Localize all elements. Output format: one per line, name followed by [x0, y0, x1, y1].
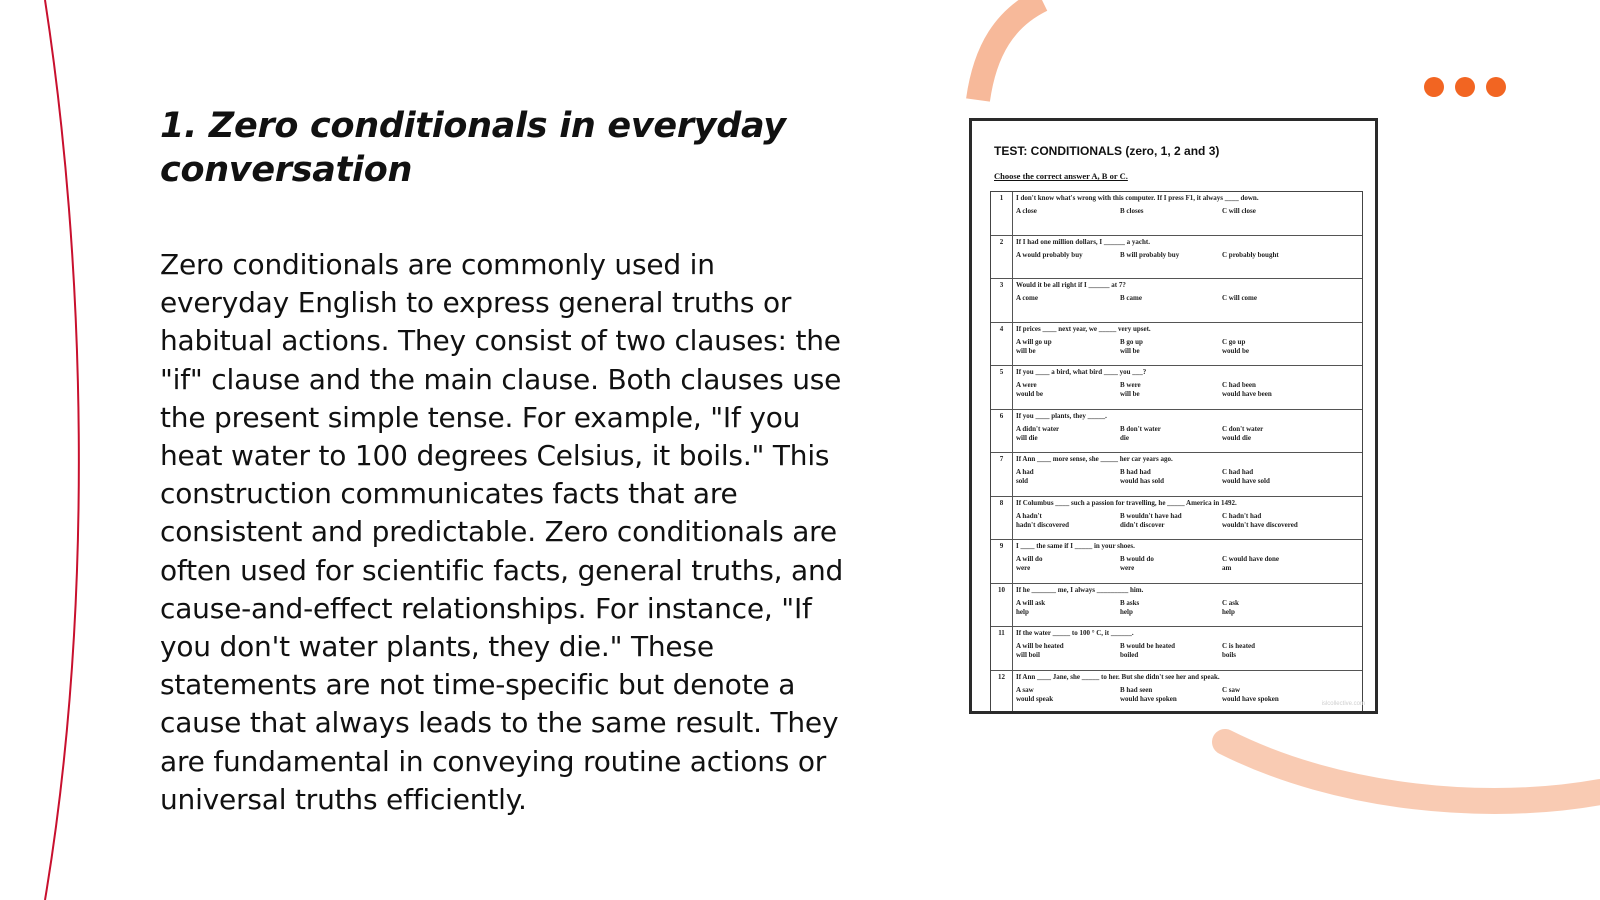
option-c: C would have done am — [1222, 555, 1279, 572]
option-a: A had sold — [1016, 468, 1034, 485]
option-a: A hadn't hadn't discovered — [1016, 511, 1069, 529]
option-b: B would do were — [1120, 555, 1154, 572]
worksheet-image — [969, 118, 1378, 714]
question-number: 6 — [991, 410, 1013, 453]
worksheet-title: TEST: CONDITIONALS (zero, 1, 2 and 3) — [994, 144, 1220, 158]
option-b: B will probably buy — [1120, 250, 1180, 259]
question-row — [991, 627, 1362, 671]
option-c: C had had would have sold — [1222, 468, 1270, 485]
option-b: B asks help — [1120, 598, 1140, 616]
question-number: 12 — [991, 671, 1013, 715]
option-b: B closes — [1120, 207, 1144, 215]
question-row — [991, 279, 1362, 323]
question-stem: If he _______ me, I always _________ him. — [1016, 585, 1144, 594]
option-a: A will go up will be — [1016, 337, 1052, 355]
option-c: C ask help — [1222, 598, 1239, 616]
top-orange-arc — [978, 0, 1042, 100]
question-number: 11 — [991, 627, 1013, 670]
question-stem: If you ____ a bird, what bird ____ you ___? — [1016, 368, 1147, 376]
question-stem: If the water _____ to 100 ° C, it ______. — [1016, 629, 1134, 637]
worksheet-watermark: islcollective.com — [1321, 701, 1365, 707]
option-b: B wouldn't have had didn't discover — [1120, 511, 1182, 529]
question-row — [991, 366, 1362, 410]
question-stem: If I had one million dollars, I ______ a yacht. — [1016, 237, 1150, 246]
option-a: A will ask help — [1016, 598, 1046, 616]
question-stem: If Columbus ____ such a passion for travelling, he _____ America in 1492. — [1016, 498, 1237, 507]
option-c: C had been would have been — [1222, 381, 1272, 398]
question-number: 1 — [991, 192, 1013, 235]
question-number: 2 — [991, 236, 1013, 279]
slide-title: 1. Zero conditionals in everyday conversation — [160, 106, 786, 190]
option-c: C saw would have spoken — [1222, 685, 1279, 703]
question-number: 8 — [991, 497, 1013, 540]
option-c: C will come — [1222, 294, 1257, 302]
question-row — [991, 497, 1362, 541]
option-a: A will be heated will boil — [1016, 642, 1064, 659]
option-a: A didn't water will die — [1016, 424, 1060, 442]
question-number: 5 — [991, 366, 1013, 409]
question-number: 3 — [991, 279, 1013, 322]
question-number: 7 — [991, 453, 1013, 496]
question-row — [991, 540, 1362, 584]
question-row — [991, 584, 1362, 628]
option-a: A saw would speak — [1016, 685, 1054, 703]
question-stem: If prices ____ next year, we _____ very upset. — [1016, 324, 1151, 333]
question-row — [991, 410, 1362, 454]
bottom-orange-arc — [1225, 742, 1600, 801]
option-c: C probably bought — [1222, 250, 1279, 259]
option-b: B would be heated boiled — [1120, 642, 1176, 659]
dot-2 — [1455, 77, 1475, 97]
question-row — [991, 671, 1362, 715]
worksheet-question-table — [990, 191, 1363, 714]
question-stem: Would it be all right if I ______ at 7? — [1016, 281, 1126, 289]
option-a: A were would be — [1016, 381, 1044, 398]
option-a: A come — [1016, 294, 1038, 302]
option-b: B were will be — [1120, 381, 1141, 398]
question-number: 10 — [991, 584, 1013, 627]
question-stem: If you ____ plants, they _____. — [1016, 411, 1107, 420]
question-row — [991, 192, 1362, 236]
option-a: A would probably buy — [1016, 250, 1083, 259]
left-red-curve — [45, 0, 79, 900]
option-c: C hadn't had wouldn't have discovered — [1222, 511, 1298, 529]
option-a: A will do were — [1016, 555, 1043, 572]
dot-1 — [1424, 77, 1444, 97]
more-dots-icon — [1424, 77, 1506, 97]
option-c: C will close — [1222, 207, 1256, 215]
dot-3 — [1486, 77, 1506, 97]
slide-body: Zero conditionals are commonly used in everyday English to express general truths or habitual actions. They consist of two clauses: the "if" clause and the main clause. Both clauses use the present simple tense. For example, "If you heat water to 100 degrees Celsius, it boils." This construction communicates facts that are consistent and predictable. Zero conditionals are often used for scientific facts, general truths, and cause-and-effect relationships. For instance, "If you don't water plants, they die." These statements are not time-specific but denote a cause that always leads to the same result. They are fundamental in conveying routine actions or universal truths efficiently. — [160, 248, 844, 816]
option-a: A close — [1016, 207, 1037, 215]
option-c: C is heated boils — [1222, 642, 1256, 659]
question-number: 4 — [991, 323, 1013, 366]
worksheet-instruction: Choose the correct answer A, B or C. — [994, 171, 1128, 181]
question-stem: I don't know what's wrong with this computer. If I press F1, it always ____ down. — [1016, 194, 1259, 202]
question-stem: If Ann ____ more sense, she _____ her car years ago. — [1016, 455, 1173, 463]
option-b: B go up will be — [1120, 337, 1143, 355]
question-row — [991, 323, 1362, 367]
question-stem: If Ann ____ Jane, she _____ to her. But she didn't see her and speak. — [1016, 672, 1220, 681]
option-b: B don't water die — [1120, 424, 1161, 442]
option-c: C don't water would die — [1222, 424, 1264, 442]
question-number: 9 — [991, 540, 1013, 583]
option-b: B had seen would have spoken — [1120, 685, 1177, 703]
option-c: C go up would be — [1222, 337, 1250, 355]
question-row — [991, 453, 1362, 497]
option-b: B had had would has sold — [1120, 468, 1164, 485]
option-b: B came — [1120, 294, 1142, 302]
question-stem: I ____ the same if I _____ in your shoes. — [1016, 542, 1135, 550]
question-row — [991, 236, 1362, 280]
